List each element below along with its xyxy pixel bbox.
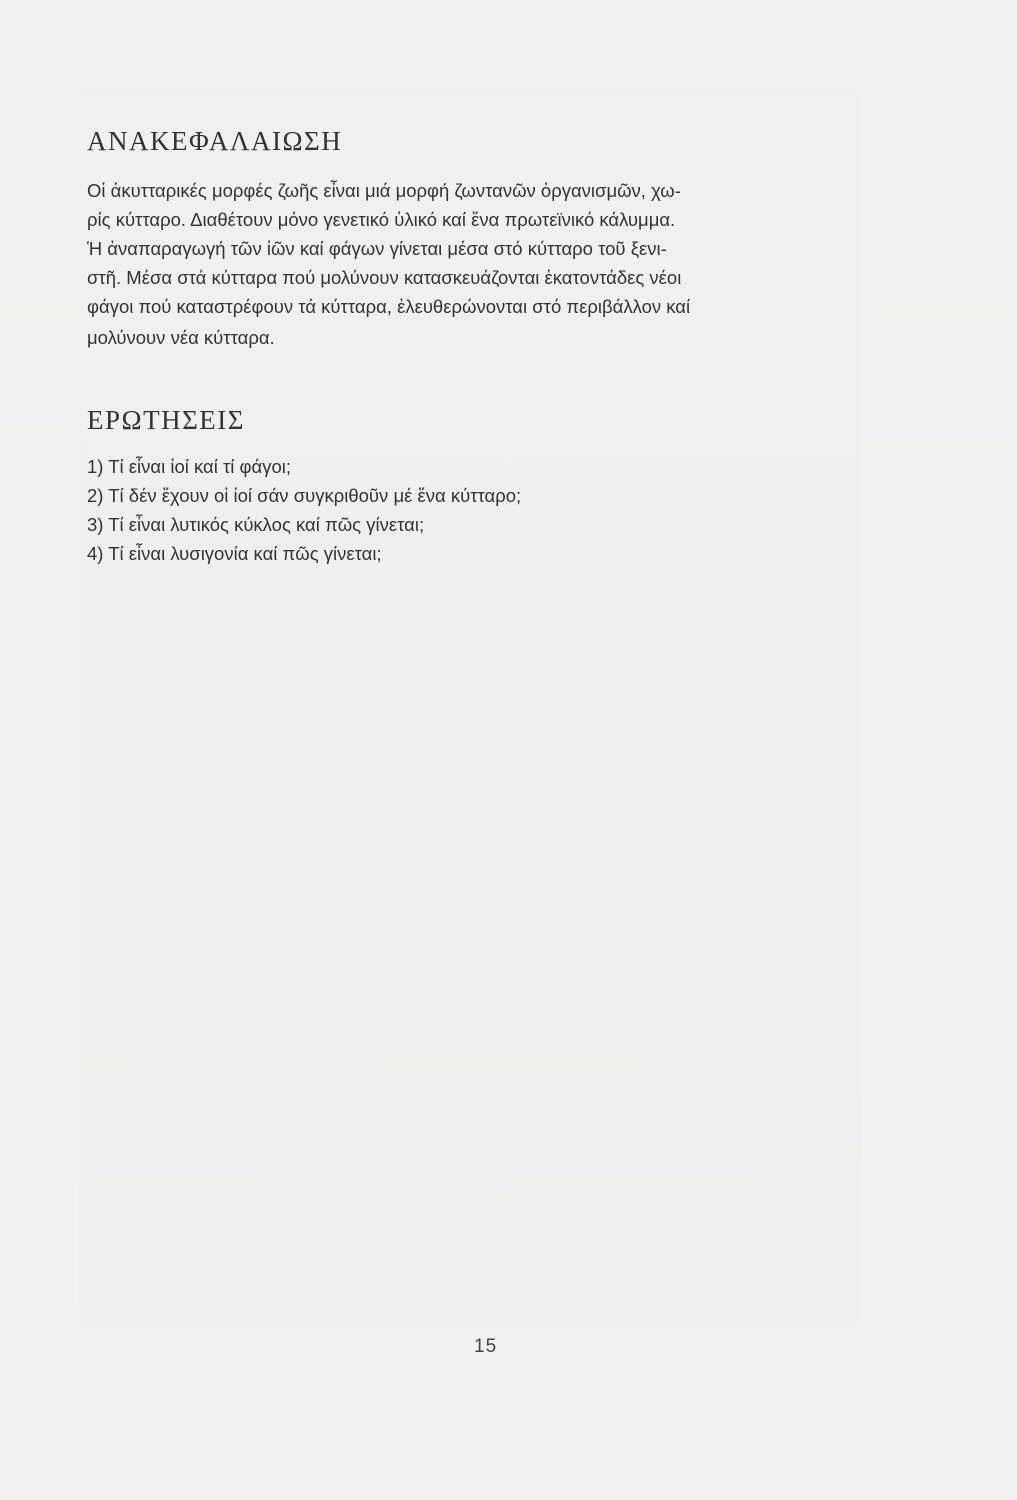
questions-heading: ΕΡΩΤΗΣΕΙΣ — [87, 405, 245, 435]
question-item: 3) Τί εἶναι λυτικός κύκλος καί πῶς γίνεται; — [87, 514, 425, 535]
summary-line: Ἡ ἀναπαραγωγή τῶν ἰῶν καί φάγων γίνεται μέσα στό κύτταρο τοῦ ξενι- — [87, 238, 667, 259]
summary-line: Οἱ ἀκυτταρικές μορφές ζωῆς εἶναι μιά μορφή ζωντανῶν ὀργανισμῶν, χω- — [87, 180, 681, 201]
summary-line: μολύνουν νέα κύτταρα. — [87, 327, 275, 348]
summary-line: φάγοι πού καταστρέφουν τά κύτταρα, ἐλευθερώνονται στό περιβάλλον καί — [87, 296, 691, 317]
question-item: 4) Τί εἶναι λυσιγονία καί πῶς γίνεται; — [87, 543, 382, 564]
summary-line: ρίς κύτταρο. Διαθέτουν μόνο γενετικό ὑλικό καί ἕνα πρωτεϊνικό κάλυμμα. — [87, 209, 676, 230]
question-item: 1) Τί εἶναι ἰοί καί τί φάγοι; — [87, 456, 292, 477]
question-item: 2) Τί δέν ἔχουν οἱ ἰοί σάν συγκριθοῦν μέ ἕνα κύτταρο; — [87, 485, 522, 506]
summary-line: στῆ. Μέσα στά κύτταρα πού μολύνουν κατασκευάζονται ἑκατοντάδες νέοι — [87, 267, 682, 288]
page-number: 15 — [474, 1336, 498, 1357]
summary-heading: ΑΝΑΚΕΦΑΛΑΙΩΣΗ — [87, 126, 343, 156]
